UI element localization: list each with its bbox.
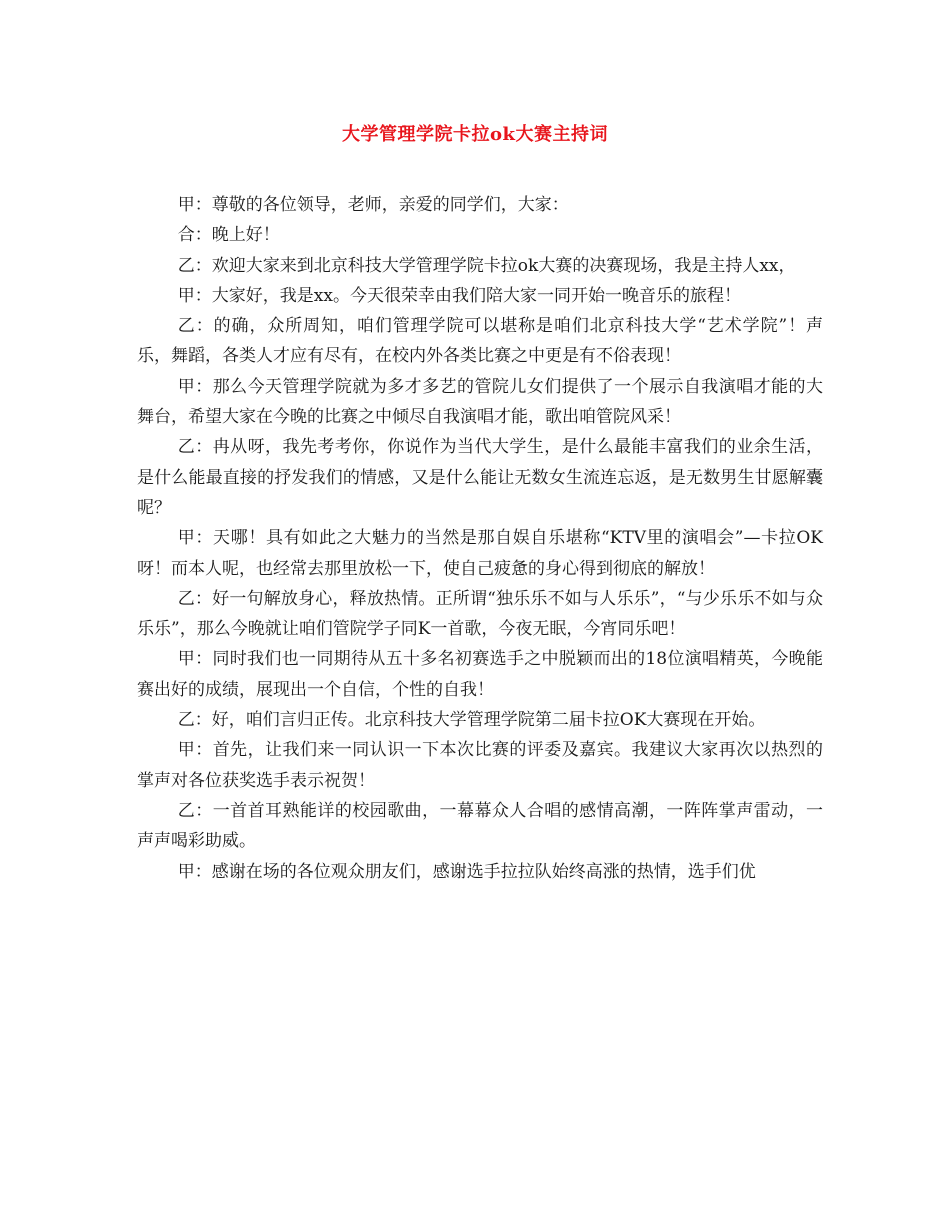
paragraph: 甲：天哪！具有如此之大魅力的当然是那自娱自乐堪称“KTV里的演唱会”—卡拉OK呀！而本人呢，也经常去那里放松一下，使自己疲惫的身心得到彻底的解放！ [137,528,823,579]
paragraph: 甲：大家好，我是xx。今天很荣幸由我们陪大家一同开始一晚音乐的旅程！ [177,285,741,306]
document-body [137,190,823,887]
paragraph: 乙：的确，众所周知，咱们管理学院可以堪称是咱们北京科技大学“艺术学院”！声乐，舞蹈，各类人才应有尽有，在校内外各类比赛之中更是有不俗表现！ [137,316,823,367]
paragraph: 合：晚上好！ [177,225,280,246]
paragraph: 乙：冉从呀，我先考考你，你说作为当代大学生，是什么最能丰富我们的业余生活，是什么能最直接的抒发我们的情感，又是什么能让无数女生流连忘返，是无数男生甘愿解囊呢？ [137,437,823,518]
paragraph: 甲：感谢在场的各位观众朋友们，感谢选手拉拉队始终高涨的热情，选手们优 [177,861,756,882]
paragraph: 甲：同时我们也一同期待从五十多名初赛选手之中脱颖而出的18位演唱精英，今晚能赛出好的成绩，展现出一个自信，个性的自我！ [137,649,823,700]
paragraph: 甲：尊敬的各位领导，老师，亲爱的同学们，大家： [177,195,569,215]
paragraph: 乙：欢迎大家来到北京科技大学管理学院卡拉ok大赛的决赛现场，我是主持人xx， [177,255,796,276]
paragraph: 甲：那么今天管理学院就为多才多艺的管院儿女们提供了一个展示自我演唱才能的大舞台，希望大家在今晚的比赛之中倾尽自我演唱才能，歌出咱管院风采！ [137,376,823,428]
paragraph: 乙：一首首耳熟能详的校园歌曲，一幕幕众人合唱的感情高潮，一阵阵掌声雷动，一声声喝彩助威。 [137,800,823,852]
paragraph: 乙：好一句解放身心，释放热情。正所谓“独乐乐不如与人乐乐”，“与少乐乐不如与众乐乐”，那么今晚就让咱们管院学子同K一首歌，今夜无眠，今宵同乐吧！ [137,588,823,640]
paragraph: 乙：好，咱们言归正传。北京科技大学管理学院第二届卡拉OK大赛现在开始。 [177,710,766,731]
document-title: 大学管理学院卡拉ok大赛主持词 [342,124,608,145]
paragraph: 甲：首先，让我们来一同认识一下本次比赛的评委及嘉宾。我建议大家再次以热烈的掌声对各位获奖选手表示祝贺！ [137,740,823,791]
